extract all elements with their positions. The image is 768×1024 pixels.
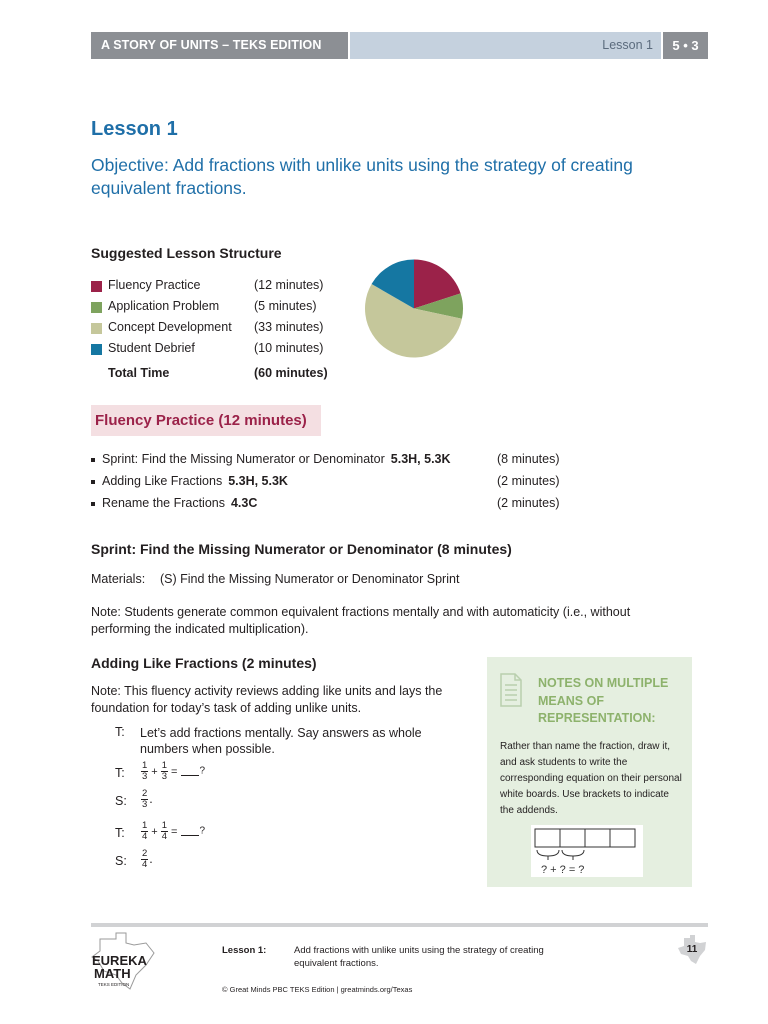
list-item xyxy=(91,496,651,518)
fraction xyxy=(141,821,148,842)
fraction-expression xyxy=(140,761,440,782)
activity-standard: 5.3H, 5.3K xyxy=(390,452,451,466)
speaker: T: xyxy=(115,826,125,840)
equals-sign: = xyxy=(171,765,178,778)
activity-name: Sprint: Find the Missing Numerator or Denominator xyxy=(102,452,385,466)
sketch-drawing xyxy=(531,825,643,877)
equals-sign: = xyxy=(171,825,178,838)
footer-lesson-label: Lesson 1: xyxy=(222,945,267,956)
fraction xyxy=(161,821,168,842)
numerator: 1 xyxy=(142,820,148,831)
sprint-heading: Sprint: Find the Missing Numerator or Denominator (8 minutes) xyxy=(91,541,512,557)
structure-item-label: Student Debrief xyxy=(108,341,195,355)
notes-title: NOTES ON MULTIPLE MEANS OF REPRESENTATION: xyxy=(538,676,669,725)
materials-label: Materials: xyxy=(91,572,146,586)
grade-module-badge: 5 • 3 xyxy=(663,32,708,59)
fraction-answer xyxy=(140,789,440,810)
answer-blank xyxy=(181,768,199,776)
structure-item-label: Concept Development xyxy=(108,320,232,334)
logo-word-math: MATH xyxy=(94,966,131,981)
activity-time: (2 minutes) xyxy=(497,496,560,510)
header-lesson-label: Lesson 1 xyxy=(350,32,661,59)
page-number: 11 xyxy=(686,944,698,955)
lesson-structure-heading: Suggested Lesson Structure xyxy=(91,245,282,261)
denominator: 4 xyxy=(161,831,168,842)
list-item xyxy=(91,452,651,474)
denominator: 3 xyxy=(142,799,148,810)
operator: + xyxy=(151,825,158,838)
structure-item-time: (5 minutes) xyxy=(254,299,317,313)
lesson-title: Lesson 1 xyxy=(91,118,178,140)
speaker: T: xyxy=(115,725,125,739)
activity-time: (8 minutes) xyxy=(497,452,560,466)
period: . xyxy=(149,851,153,866)
numerator: 1 xyxy=(161,760,168,771)
footer-copyright: © Great Minds PBC TEKS Edition | greatminds.org/Texas xyxy=(222,985,413,994)
denominator: 4 xyxy=(142,831,148,842)
speaker: S: xyxy=(115,854,127,868)
activity-standard: 5.3H, 5.3K xyxy=(228,474,288,488)
notes-document-icon xyxy=(499,673,523,707)
legend-swatch xyxy=(91,302,102,313)
numerator: 2 xyxy=(142,788,148,799)
activity-text xyxy=(102,474,288,488)
list-item xyxy=(91,474,651,496)
activity-name: Rename the Fractions xyxy=(102,496,225,510)
denominator: 3 xyxy=(142,771,148,782)
fraction-expression xyxy=(140,821,440,842)
lesson-objective: Objective: Add fractions with unlike units using the strategy of creating equivalent fractions. xyxy=(91,155,633,198)
activity-time: (2 minutes) xyxy=(497,474,560,488)
denominator: 4 xyxy=(142,859,148,870)
question-mark: ? xyxy=(199,825,206,837)
structure-item-time: (12 minutes) xyxy=(254,278,324,292)
logo-word-teks: TEKS EDITION xyxy=(98,982,130,987)
operator: + xyxy=(151,765,158,778)
fraction xyxy=(141,761,148,782)
speaker: S: xyxy=(115,794,127,808)
structure-item-time: (33 minutes) xyxy=(254,320,324,334)
activity-name: Adding Like Fractions xyxy=(102,474,223,488)
materials-line xyxy=(91,572,459,586)
structure-item-time: (10 minutes) xyxy=(254,341,324,355)
structure-item-label: Fluency Practice xyxy=(108,278,201,292)
footer-lesson-title: Add fractions with unlike units using the strategy of creating equivalent fractions. xyxy=(294,945,544,969)
bullet-icon xyxy=(91,458,95,462)
numerator: 1 xyxy=(142,760,148,771)
question-mark: ? xyxy=(199,765,206,777)
adding-like-note: Note: This fluency activity reviews adding like units and lays the foundation for today’s task of adding unlike units. xyxy=(91,684,443,715)
speaker: T: xyxy=(115,766,125,780)
activity-text xyxy=(102,496,257,510)
bullet-icon xyxy=(91,502,95,506)
numerator: 2 xyxy=(142,848,148,859)
fraction xyxy=(161,761,168,782)
fluency-activity-list xyxy=(91,452,651,518)
numerator: 1 xyxy=(161,820,168,831)
activity-text xyxy=(102,452,451,466)
total-time-label: Total Time xyxy=(108,366,170,380)
legend-swatch xyxy=(91,323,102,334)
sketch-equation: ? + ? = ? xyxy=(541,864,585,876)
period: . xyxy=(149,791,153,806)
activity-standard: 4.3C xyxy=(230,496,258,510)
lesson-structure-pie-chart xyxy=(364,257,464,360)
sprint-note: Note: Students generate common equivalent fractions mentally and with automaticity (i.e., without performing the indicated multiplication). xyxy=(91,605,631,636)
total-time-value: (60 minutes) xyxy=(254,366,328,380)
fluency-practice-heading: Fluency Practice (12 minutes) xyxy=(91,405,321,436)
legend-swatch xyxy=(91,281,102,292)
answer-blank xyxy=(181,828,199,836)
legend-swatch xyxy=(91,344,102,355)
logo-word-eureka: EUREKA xyxy=(92,953,147,968)
fraction-answer xyxy=(140,849,440,870)
footer-divider xyxy=(91,923,708,927)
fraction xyxy=(141,789,148,810)
bullet-icon xyxy=(91,480,95,484)
bracket-sketch xyxy=(531,825,643,877)
notes-sidebar xyxy=(487,657,692,887)
utterance: Let’s add fractions mentally. Say answers as whole numbers when possible. xyxy=(140,726,422,756)
eureka-math-logo xyxy=(86,931,166,993)
structure-item-label: Application Problem xyxy=(108,299,220,313)
series-title: A STORY OF UNITS – TEKS EDITION xyxy=(91,32,348,59)
denominator: 3 xyxy=(161,771,168,782)
notes-body: Rather than name the fraction, draw it, and ask students to write the corresponding equation on their personal white boards. Use brackets to indicate the addends. xyxy=(500,741,682,816)
fraction xyxy=(141,849,148,870)
materials-text: (S) Find the Missing Numerator or Denominator Sprint xyxy=(160,572,460,586)
adding-like-fractions-heading: Adding Like Fractions (2 minutes) xyxy=(91,655,317,671)
